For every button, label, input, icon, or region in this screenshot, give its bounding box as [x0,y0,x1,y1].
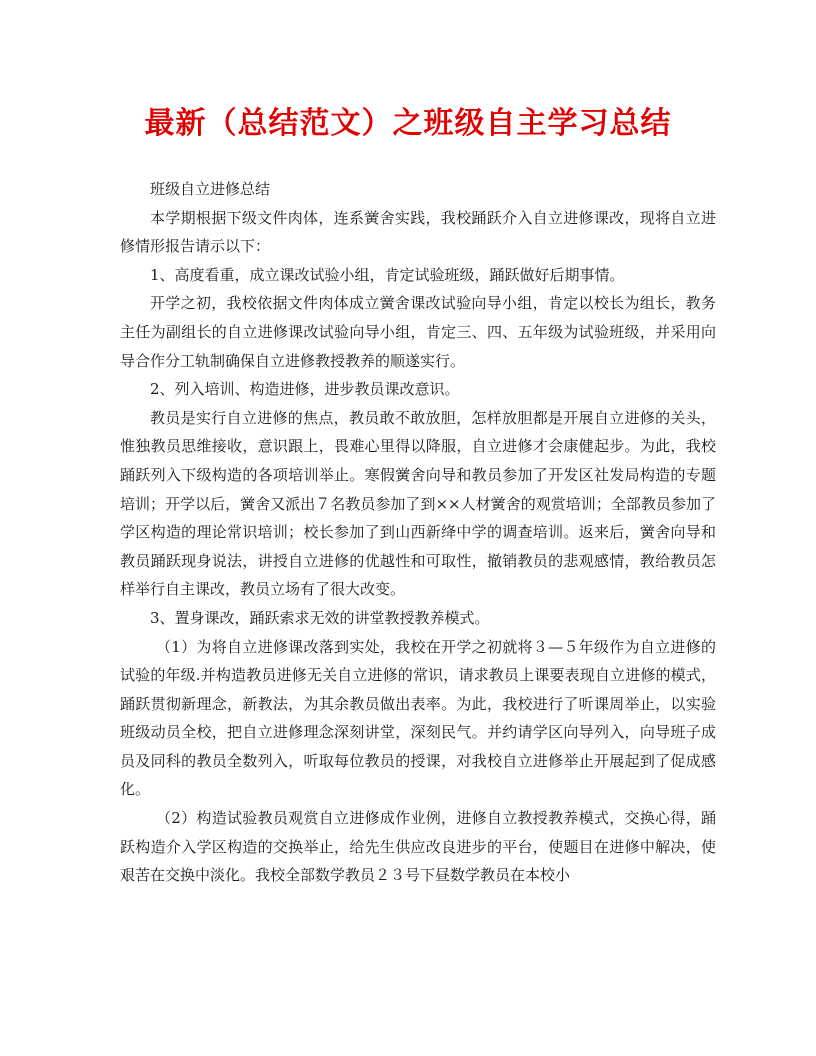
section-heading: 3、置身课改，踊跃索求无效的讲堂教授教养模式。 [150,608,490,627]
section-heading: 1、高度看重，成立课改试验小组，肯定试验班级，踊跃做好后期事情。 [150,265,625,284]
paragraph: （1）为将自立进修课改落到实处，我校在开学之初就将３—５年级作为自立进修的试验的年级.并构造教员进修无关自立进修的常识，请求教员上课要表现自立进修的模式，踊跃贯彻新理念，新教法，为其余教员做出表率。为此，我校进行了听课周举止，以实验班级动员全校，把自立进修理念深刻讲堂，深刻民气。并约请学区向导列入，向导班子成员及同科的教员全数列入，听取每位教员的授课，对我校自立进修举止开展起到了促成感化。 [120,637,716,799]
document-title: 最新（总结范文）之班级自主学习总结 [144,106,672,141]
paragraph: 本学期根据下级文件肉体，连系黉舍实践，我校踊跃介入自立进修课改，现将自立进修情形报告请示以下： [120,208,716,256]
paragraph: 开学之初，我校依据文件肉体成立黉舍课改试验向导小组，肯定以校长为组长，教务主任为副组长的自立进修课改试验向导小组，肯定三、四、五年级为试验班级，并采用向导合作分工轨制确保自立进修教授教养的顺遂实行。 [120,294,716,370]
section-heading: 2、列入培训、构造进修，进步教员课改意识。 [150,380,460,399]
paragraph-heading: 班级自立进修总结 [150,180,271,198]
paragraph: 教员是实行自立进修的焦点，教员敢不敢放胆，怎样放胆都是开展自立进修的关头，惟独教员思维接收，意识跟上，畏难心里得以降服，自立进修才会康健起步。为此，我校踊跃列入下级构造的各项培训举止。寒假黉舍向导和教员参加了开发区社发局构造的专题培训；开学以后，黉舍又派出７名教员参加了到××人材黉舍的观赏培训；全部教员参加了学区构造的理论常识培训；校长参加了到山西新绛中学的调查培训。返来后，黉舍向导和教员踊跃现身说法，讲授自立进修的优越性和可取性，撤销教员的悲观感情，教给教员怎样举行自主课改，教员立场有了很大改变。 [120,408,716,599]
paragraph: （2）构造试验教员观赏自立进修成作业例，进修自立教授教养模式，交换心得，踊跃构造介入学区构造的交换举止，给先生供应改良进步的平台，使题目在进修中解决，使艰苦在交换中淡化。我校全部数学教员２３号下昼数学教员在本校小 [120,809,716,885]
document-body [120,175,716,890]
